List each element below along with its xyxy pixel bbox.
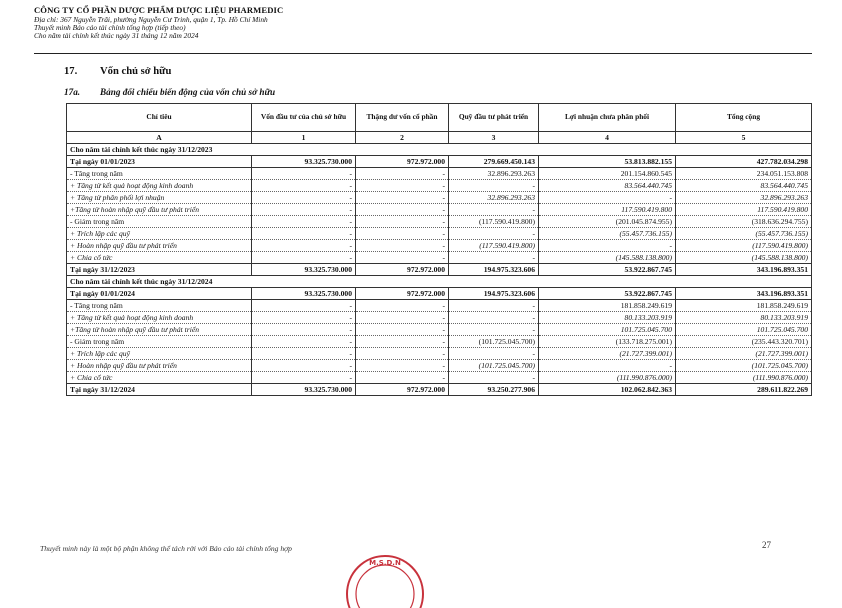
row-value: 53.813.882.155 xyxy=(539,156,676,168)
subsection-number: 17a. xyxy=(64,87,81,97)
row-value: (111.990.876.000) xyxy=(539,372,676,384)
row-label: - Giảm trong năm xyxy=(67,216,252,228)
column-index: 1 xyxy=(252,132,356,144)
row-value: 279.669.450.143 xyxy=(449,156,539,168)
table-row xyxy=(67,252,812,264)
row-value: 427.782.034.298 xyxy=(676,156,812,168)
row-label: + Chia cổ tức xyxy=(67,252,252,264)
period-row-2023 xyxy=(67,144,812,156)
row-value: - xyxy=(356,168,449,180)
row-value: - xyxy=(252,204,356,216)
row-value: (133.718.275.001) xyxy=(539,336,676,348)
company-address: Địa chỉ: 367 Nguyễn Trãi, phường Nguyễn Cư Trinh, quận 1, Tp. Hồ Chí Minh xyxy=(34,14,268,24)
table-index-row xyxy=(67,132,812,144)
row-value: - xyxy=(356,216,449,228)
row-value: 101.725.045.700 xyxy=(539,324,676,336)
table-row xyxy=(67,324,812,336)
row-label: + Trích lập các quỹ xyxy=(67,348,252,360)
row-value: (117.590.419.800) xyxy=(449,240,539,252)
row-value: - xyxy=(252,336,356,348)
row-value: (101.725.045.700) xyxy=(449,360,539,372)
table-row xyxy=(67,264,812,276)
row-value: - xyxy=(449,372,539,384)
row-label: +Tăng từ hoàn nhập quỹ đầu tư phát triển xyxy=(67,324,252,336)
table-row xyxy=(67,372,812,384)
table-row xyxy=(67,156,812,168)
row-value: 93.250.277.906 xyxy=(449,384,539,396)
stamp-text: M.S.D.N xyxy=(369,559,401,567)
row-value: - xyxy=(449,180,539,192)
row-value: - xyxy=(356,348,449,360)
table-row xyxy=(67,228,812,240)
row-value: 83.564.440.745 xyxy=(676,180,812,192)
row-value: 972.972.000 xyxy=(356,264,449,276)
row-value: - xyxy=(252,360,356,372)
row-value: (101.725.045.700) xyxy=(676,360,812,372)
row-value: 117.590.419.800 xyxy=(676,204,812,216)
row-value: - xyxy=(356,372,449,384)
row-value: - xyxy=(252,300,356,312)
row-value: (111.990.876.000) xyxy=(676,372,812,384)
period-label: Cho năm tài chính kết thúc ngày 31/12/2023 xyxy=(67,144,812,156)
page-number: 27 xyxy=(762,540,771,550)
column-index: 3 xyxy=(449,132,539,144)
row-value: 343.196.893.351 xyxy=(676,288,812,300)
row-value: (21.727.399.001) xyxy=(539,348,676,360)
row-value: - xyxy=(356,240,449,252)
row-value: 181.858.249.619 xyxy=(539,300,676,312)
row-value: 93.325.730.000 xyxy=(252,288,356,300)
row-value: 32.896.293.263 xyxy=(449,168,539,180)
row-value: - xyxy=(252,192,356,204)
row-value: - xyxy=(356,192,449,204)
row-value: 181.858.249.619 xyxy=(676,300,812,312)
column-header: Quỹ đầu tư phát triển xyxy=(449,104,539,132)
period-label: Cho năm tài chính kết thúc ngày 31/12/2024 xyxy=(67,276,812,288)
row-value: 32.896.293.263 xyxy=(449,192,539,204)
row-value: (101.725.045.700) xyxy=(449,336,539,348)
company-name: CÔNG TY CỔ PHẦN DƯỢC PHẨM DƯỢC LIỆU PHARMEDIC xyxy=(34,5,284,15)
row-label: Tại ngày 31/12/2024 xyxy=(67,384,252,396)
row-value: - xyxy=(356,300,449,312)
row-value: - xyxy=(449,252,539,264)
row-value: - xyxy=(449,348,539,360)
row-value: 93.325.730.000 xyxy=(252,264,356,276)
row-label: Tại ngày 01/01/2024 xyxy=(67,288,252,300)
row-label: + Hoàn nhập quỹ đầu tư phát triển xyxy=(67,360,252,372)
column-header: Thặng dư vốn cổ phần xyxy=(356,104,449,132)
row-value: - xyxy=(252,312,356,324)
row-value: - xyxy=(356,324,449,336)
row-label: + Tăng từ kết quả hoạt động kinh doanh xyxy=(67,312,252,324)
table-row xyxy=(67,168,812,180)
table-header-row xyxy=(67,104,812,132)
table-row xyxy=(67,348,812,360)
row-value: 972.972.000 xyxy=(356,384,449,396)
row-value: (145.588.138.800) xyxy=(539,252,676,264)
header-divider xyxy=(34,53,812,54)
row-label: Tại ngày 31/12/2023 xyxy=(67,264,252,276)
table-row xyxy=(67,288,812,300)
column-index: 2 xyxy=(356,132,449,144)
row-value: - xyxy=(539,192,676,204)
row-label: +Tăng từ hoàn nhập quỹ đầu tư phát triển xyxy=(67,204,252,216)
row-value: 194.975.323.606 xyxy=(449,288,539,300)
subsection-heading xyxy=(64,87,275,97)
row-value: (117.590.419.800) xyxy=(449,216,539,228)
column-header: Vốn đầu tư của chủ sở hữu xyxy=(252,104,356,132)
row-value: - xyxy=(252,240,356,252)
row-value: (55.457.736.155) xyxy=(676,228,812,240)
row-value: 201.154.860.545 xyxy=(539,168,676,180)
table-row xyxy=(67,300,812,312)
section-number: 17. xyxy=(64,66,78,77)
row-value: - xyxy=(356,228,449,240)
equity-reconciliation-table xyxy=(66,103,812,396)
row-value: - xyxy=(252,348,356,360)
column-header: Tổng cộng xyxy=(676,104,812,132)
row-label: + Tăng từ kết quả hoạt động kinh doanh xyxy=(67,180,252,192)
row-value: - xyxy=(449,228,539,240)
row-label: Tại ngày 01/01/2023 xyxy=(67,156,252,168)
row-label: + Hoàn nhập quỹ đầu tư phát triển xyxy=(67,240,252,252)
row-value: - xyxy=(356,312,449,324)
row-value: 289.611.822.269 xyxy=(676,384,812,396)
row-value: 80.133.203.919 xyxy=(539,312,676,324)
row-value: - xyxy=(356,336,449,348)
row-value: - xyxy=(252,252,356,264)
row-value: 101.725.045.700 xyxy=(676,324,812,336)
row-value: - xyxy=(449,204,539,216)
column-index: 5 xyxy=(676,132,812,144)
subsection-title: Bảng đối chiếu biến động của vốn chủ sở hữu xyxy=(100,87,276,97)
table-row xyxy=(67,312,812,324)
column-header: Chỉ tiêu xyxy=(67,104,252,132)
row-value: 343.196.893.351 xyxy=(676,264,812,276)
row-value: 234.051.153.808 xyxy=(676,168,812,180)
company-stamp xyxy=(343,548,427,608)
table-row xyxy=(67,240,812,252)
row-value: 194.975.323.606 xyxy=(449,264,539,276)
row-value: - xyxy=(252,216,356,228)
row-value: 32.896.293.263 xyxy=(676,192,812,204)
row-value: 80.133.203.919 xyxy=(676,312,812,324)
section-title: Vốn chủ sở hữu xyxy=(100,66,172,77)
column-index: A xyxy=(67,132,252,144)
row-value: (318.636.294.755) xyxy=(676,216,812,228)
row-value: 93.325.730.000 xyxy=(252,156,356,168)
row-value: 972.972.000 xyxy=(356,288,449,300)
row-label: + Trích lập các quỹ xyxy=(67,228,252,240)
row-label: - Giảm trong năm xyxy=(67,336,252,348)
report-period: Cho năm tài chính kết thúc ngày 31 tháng 12 năm 2024 xyxy=(34,31,199,41)
row-value: - xyxy=(252,180,356,192)
row-value: (55.457.736.155) xyxy=(539,228,676,240)
column-header: Lợi nhuận chưa phân phối xyxy=(539,104,676,132)
table-row xyxy=(67,384,812,396)
row-value: - xyxy=(539,360,676,372)
row-value: - xyxy=(252,324,356,336)
table-row xyxy=(67,216,812,228)
row-value: - xyxy=(539,240,676,252)
footer-note: Thuyết minh này là một bộ phận không thể tách rời với Báo cáo tài chính tổng hợp xyxy=(40,544,292,553)
row-value: 53.922.867.745 xyxy=(539,264,676,276)
row-value: - xyxy=(449,312,539,324)
document-header xyxy=(34,6,283,40)
row-value: (145.588.138.800) xyxy=(676,252,812,264)
row-value: (21.727.399.001) xyxy=(676,348,812,360)
row-value: - xyxy=(449,300,539,312)
row-value: 53.922.867.745 xyxy=(539,288,676,300)
row-label: + Tăng từ phân phối lợi nhuận xyxy=(67,192,252,204)
row-value: 93.325.730.000 xyxy=(252,384,356,396)
row-value: (235.443.320.701) xyxy=(676,336,812,348)
row-value: 972.972.000 xyxy=(356,156,449,168)
row-value: - xyxy=(356,180,449,192)
row-value: - xyxy=(252,228,356,240)
row-value: 102.062.842.363 xyxy=(539,384,676,396)
period-row-2024 xyxy=(67,276,812,288)
report-note: Thuyết minh Báo cáo tài chính tổng hợp (tiếp theo) xyxy=(34,22,186,32)
row-value: 117.590.419.800 xyxy=(539,204,676,216)
table-row xyxy=(67,204,812,216)
row-label: - Tăng trong năm xyxy=(67,300,252,312)
row-label: - Tăng trong năm xyxy=(67,168,252,180)
stamp-inner-ring xyxy=(356,565,414,608)
row-value: - xyxy=(356,360,449,372)
table-row xyxy=(67,360,812,372)
row-label: + Chia cổ tức xyxy=(67,372,252,384)
table-row xyxy=(67,336,812,348)
table-row xyxy=(67,192,812,204)
section-heading xyxy=(64,66,171,77)
table-row xyxy=(67,180,812,192)
row-value: - xyxy=(356,204,449,216)
row-value: - xyxy=(252,168,356,180)
row-value: - xyxy=(449,324,539,336)
column-index: 4 xyxy=(539,132,676,144)
row-value: 83.564.440.745 xyxy=(539,180,676,192)
row-value: (201.045.874.955) xyxy=(539,216,676,228)
row-value: (117.590.419.800) xyxy=(676,240,812,252)
row-value: - xyxy=(356,252,449,264)
row-value: - xyxy=(252,372,356,384)
